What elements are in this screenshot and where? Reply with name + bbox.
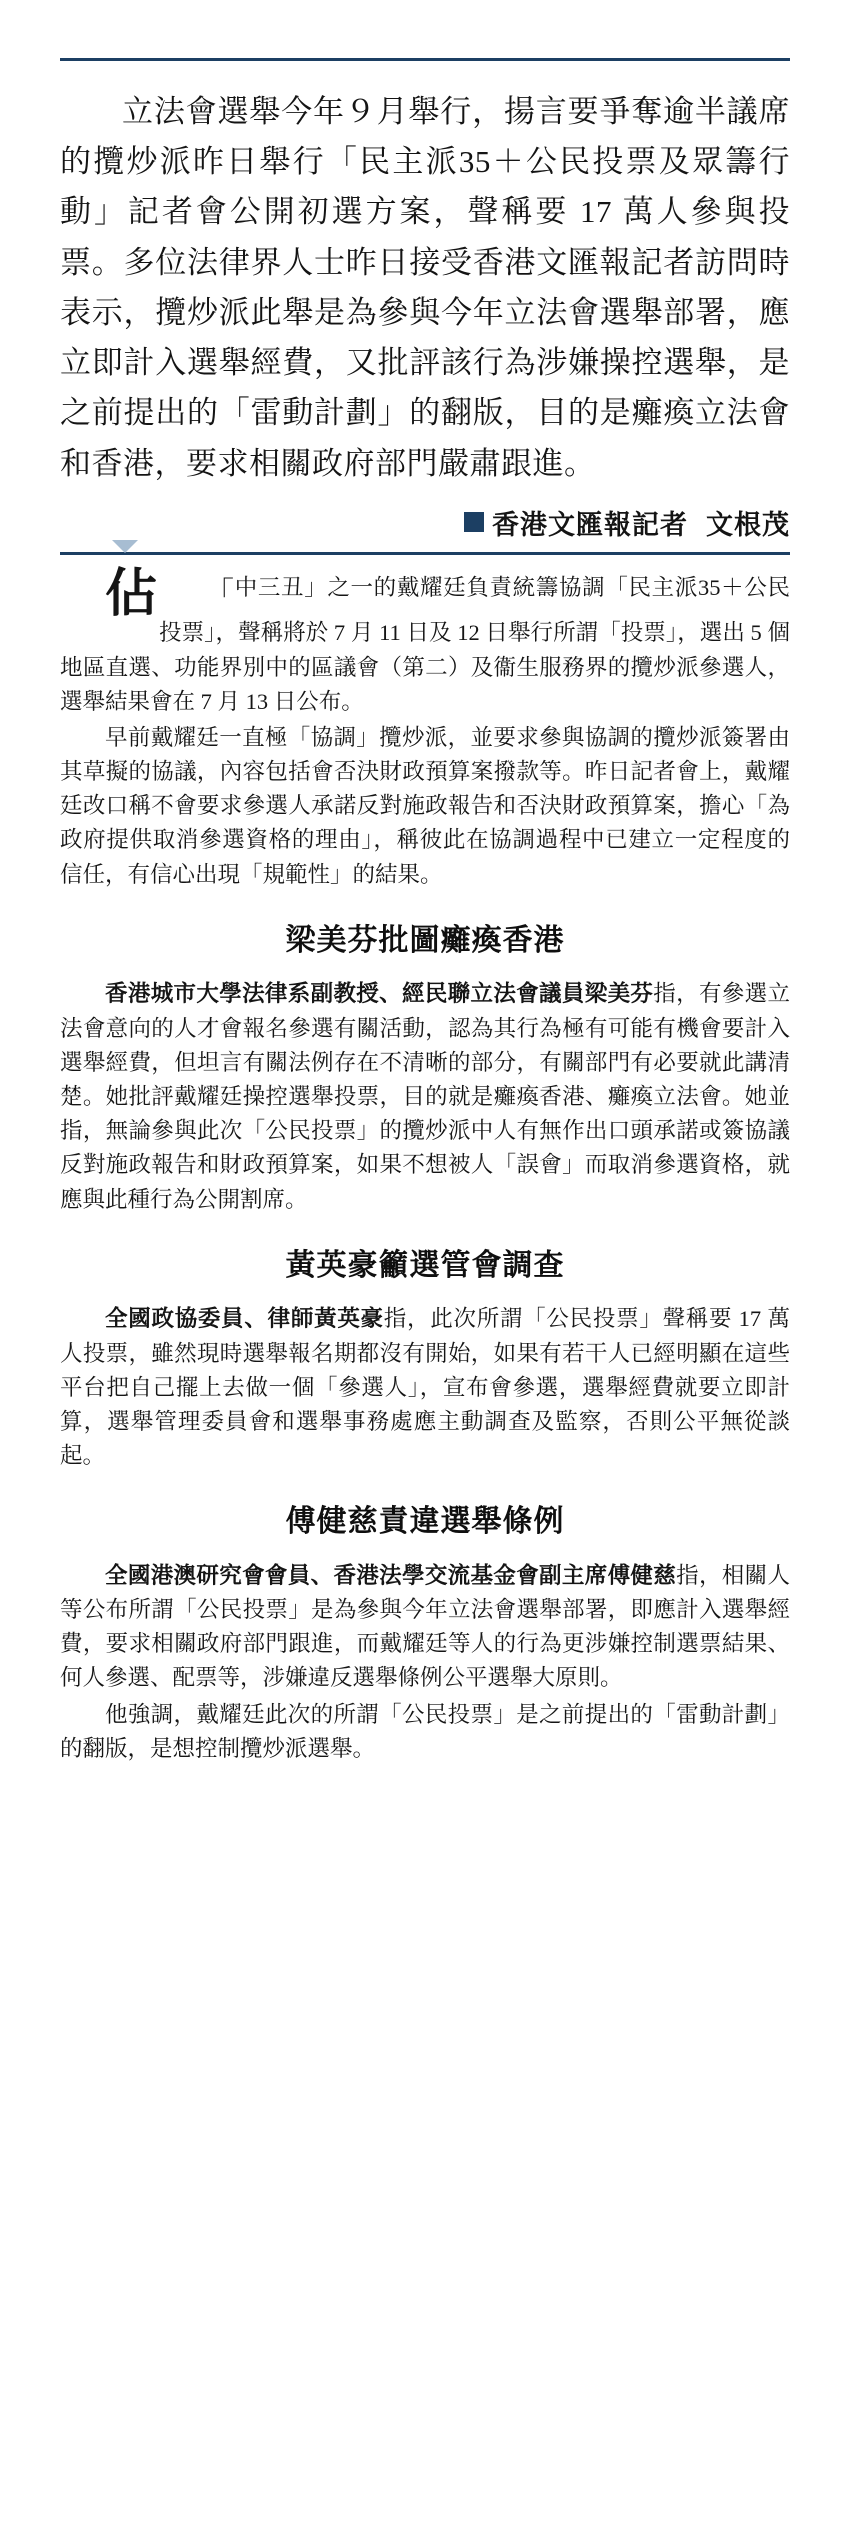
section-paragraph-2 <box>60 1302 790 1473</box>
open-quote: 「 <box>204 576 235 610</box>
top-divider <box>60 58 790 61</box>
byline-author: 文根茂 <box>706 509 790 540</box>
section-lead-in-2: 全國政協委員、律師黃英豪 <box>105 1306 384 1332</box>
byline-source: 香港文匯報記者 <box>492 509 688 540</box>
section-body-1: 指，有參選立法會意向的人才會報名參選有關活動，認為其行為極有可能有機會要計入選舉經費，但坦言有關法例存在不清晰的部分，有關部門有必要就此講清楚。她批評戴耀廷操控選舉投票，目的就是癱瘓香港、癱瘓立法會。她並指，無論參與此次「公民投票」的攬炒派中人有無作出口頭承諾或簽協議反對施政報告和財政預算案，如果不想被人「誤會」而取消參選資格，就應與此種行為公開割席。 <box>60 981 790 1212</box>
triangle-marker-icon <box>112 540 138 553</box>
section-heading-3: 傅健慈責違選舉條例 <box>285 1505 565 1539</box>
section-paragraph-3 <box>60 1559 790 1696</box>
intro-continued: ，聲稱將於 7 月 11 日及 12 日舉行所謂「投票」，選出 5 個地區直選、功能界別中的區議會（第二）及衞生服務界的攬炒派參選人，選舉結果會在 7 月 13 日公布。 <box>60 620 790 714</box>
article-body <box>60 565 790 1766</box>
section-lead-in-3: 全國港澳研究會會員、香港法學交流基金會副主席傅健慈 <box>105 1562 677 1588</box>
intro-small-second: 35＋公民投票」 <box>159 574 790 646</box>
lead-paragraph: 立法會選舉今年９月舉行，揚言要爭奪逾半議席的攬炒派昨日舉行「民主派35＋公民投票及眾籌行動」記者會公開初選方案，聲稱要 17 萬人參與投票。多位法律界人士昨日接受香港文匯報記者訪問時表示，攬炒派此舉是為參與今年立法會選舉部署，應立即計入選舉經費，又批評該行為涉嫌操控選舉，是之前提出的「雷動計劃」的翻版，目的是癱瘓立法會和香港，要求相關政府部門嚴肅跟進。 <box>60 94 790 481</box>
section-lead-in-1: 香港城市大學法律系副教授、經民聯立法會議員梁美芬 <box>105 981 654 1007</box>
closing-paragraph: 他強調，戴耀廷此次的所謂「公民投票」是之前提出的「雷動計劃」的翻版，是想控制攬炒派選舉。 <box>60 1701 790 1761</box>
intro-paragraph <box>60 565 790 719</box>
section-heading-1: 梁美芬批圖癱瘓香港 <box>285 923 565 957</box>
intro-small-first: 中三丑 <box>234 574 305 600</box>
byline-marker-icon <box>464 512 484 532</box>
section-paragraph-1 <box>60 977 790 1216</box>
intro-rest: 」之一的戴耀廷負責統籌協調「民主派 <box>304 574 698 600</box>
bottom-divider <box>60 552 790 555</box>
drop-cap: 佔 <box>105 565 158 623</box>
body-paragraph-coordination: 早前戴耀廷一直極「協調」攬炒派，並要求參與協調的攬炒派簽署由其草擬的協議，內容包括會否決財政預算案撥款等。昨日記者會上，戴耀廷改口稱不會要求參選人承諾反對施政報告和否決財政預算案，擔心「為政府提供取消參選資格的理由」，稱彼此在協調過程中已建立一定程度的信任，有信心出現「規範性」的結果。 <box>60 724 790 887</box>
section-body-2: 指，此次所謂「公民投票」聲稱要 17 萬人投票，雖然現時選舉報名期都沒有開始，如果有若干人已經明顯在這些平台把自己擺上去做一個「參選人」，宣布會參選，選舉經費就要立即計算，選舉管理委員會和選舉事務處應主動調查及監察，否則公平無從談起。 <box>60 1306 790 1469</box>
section-heading-2: 黃英豪籲選管會調查 <box>285 1248 565 1282</box>
byline <box>60 503 790 542</box>
section-body-3: 指，相關人等公布所謂「公民投票」是為參與今年立法會選舉部署，即應計入選舉經費，要求相關政府部門跟進，而戴耀廷等人的行為更涉嫌控制選票結果、何人參選、配票等，涉嫌違反選舉條例公平選舉大原則。 <box>60 1562 790 1691</box>
